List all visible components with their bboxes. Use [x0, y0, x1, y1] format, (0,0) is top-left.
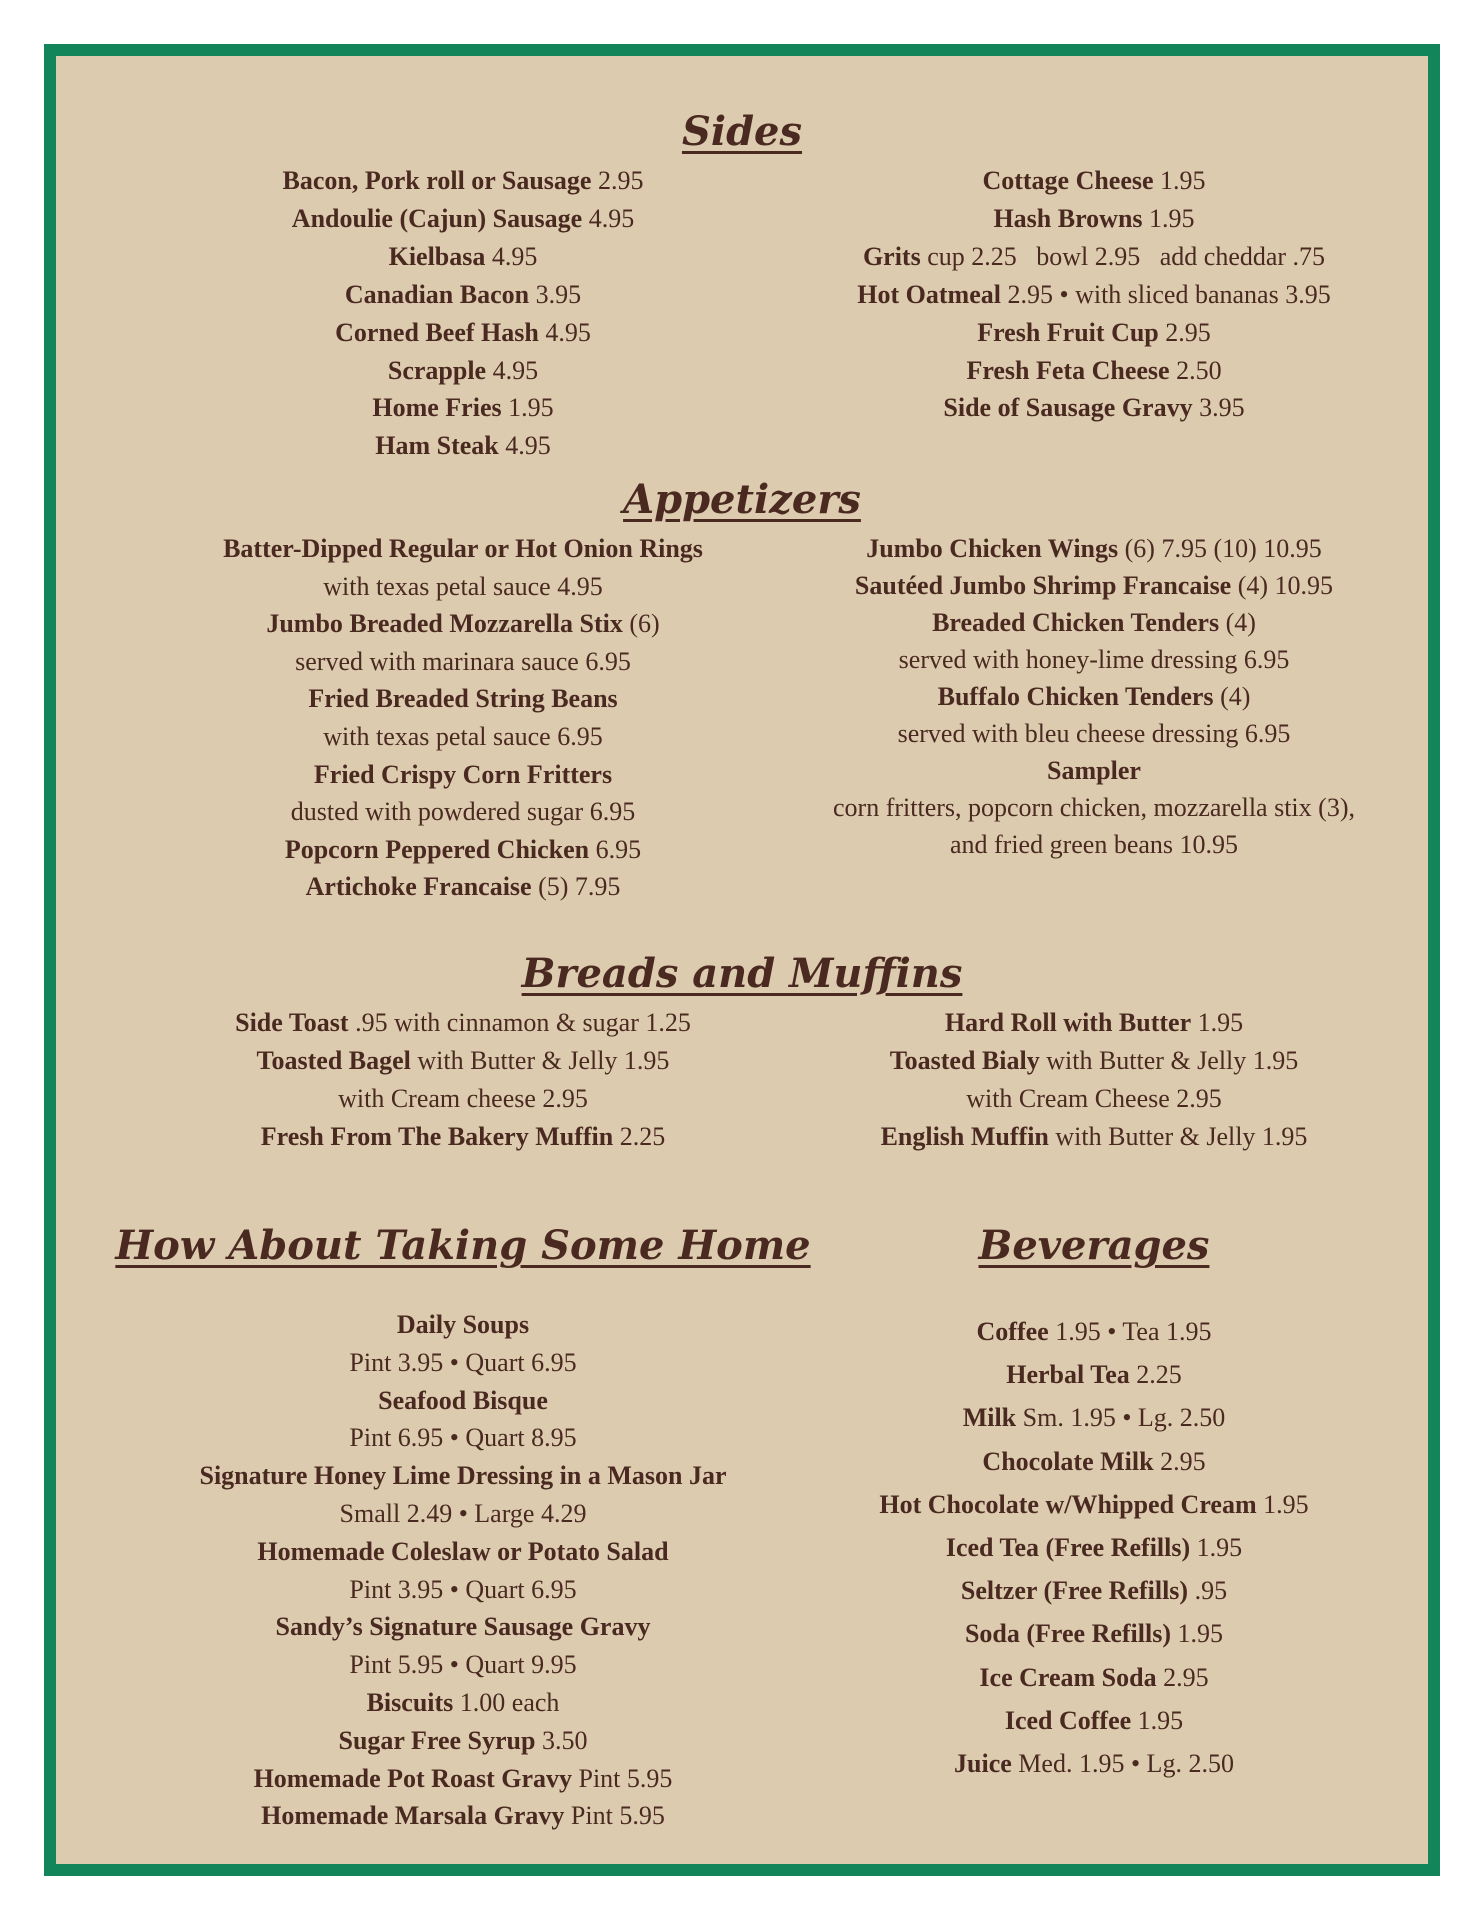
menu-line — [108, 1608, 818, 1646]
item-detail: 4.95 — [492, 355, 539, 385]
item-detail: 1.95 — [1149, 203, 1195, 233]
item-name: Jumbo Breaded Mozzarella Stix — [266, 609, 623, 639]
menu-line — [108, 756, 818, 794]
menu-line — [108, 1722, 818, 1760]
menu-line — [108, 1004, 818, 1042]
item-detail: with texas petal sauce 4.95 — [323, 571, 603, 601]
item-name: Toasted Bialy — [889, 1045, 1040, 1075]
item-detail: served with bleu cheese dressing 6.95 — [897, 719, 1291, 748]
menu-line — [108, 1760, 818, 1798]
item-detail: with Cream Cheese 2.95 — [966, 1083, 1222, 1113]
item-detail: .95 with cinnamon & sugar 1.25 — [355, 1008, 691, 1037]
menu-line — [108, 1533, 818, 1571]
item-name: Corned Beef Hash — [335, 317, 539, 347]
item-detail: served with marinara sauce 6.95 — [295, 646, 631, 676]
item-name: Buffalo Chicken Tenders — [937, 682, 1214, 711]
item-detail: 6.95 — [595, 834, 642, 864]
item-detail: with Butter & Jelly 1.95 — [1046, 1045, 1299, 1075]
item-detail: Sm. 1.95 • Lg. 2.50 — [1022, 1403, 1226, 1433]
item-detail: Pint 5.95 — [570, 1801, 665, 1831]
item-detail: (5) 7.95 — [538, 872, 621, 902]
item-detail: 4.95 — [505, 431, 551, 461]
item-detail: Pint 5.95 • Quart 9.95 — [349, 1650, 577, 1680]
item-name: Popcorn Peppered Chicken — [284, 834, 590, 864]
item-name: Daily Soups — [396, 1310, 530, 1339]
item-detail: 4.95 — [491, 241, 538, 271]
menu-line — [108, 276, 818, 314]
item-detail: (4) — [1225, 608, 1256, 637]
item-detail: 4.95 — [545, 317, 591, 347]
item-detail: (4) 10.95 — [1237, 571, 1334, 600]
item-name: Side of Sausage Gravy — [943, 393, 1193, 423]
menu-line — [108, 352, 818, 390]
item-detail: with Butter & Jelly 1.95 — [1055, 1121, 1308, 1151]
menu-line — [108, 200, 818, 238]
menu-line — [744, 1656, 1444, 1699]
item-name: Fresh From The Bakery Muffin — [260, 1121, 614, 1151]
item-detail: 1.95 — [1137, 1705, 1184, 1735]
menu-line — [744, 789, 1444, 826]
menu-line — [108, 1419, 818, 1457]
item-name: Hash Browns — [993, 203, 1143, 233]
menu-line — [744, 314, 1444, 352]
menu-line — [744, 162, 1444, 200]
menu-line — [108, 238, 818, 276]
item-name: Scrapple — [387, 355, 487, 385]
menu-line — [744, 352, 1444, 390]
item-name: Kielbasa — [388, 241, 486, 271]
item-detail: 2.95 — [1163, 1662, 1209, 1692]
item-name: Home Fries — [372, 393, 502, 423]
item-detail: 1.95 • Tea 1.95 — [1055, 1317, 1212, 1346]
menu-page-frame — [44, 44, 1440, 1876]
menu-line — [108, 1382, 818, 1420]
item-name: Hard Roll with Butter — [944, 1008, 1192, 1037]
item-detail: corn fritters, popcorn chicken, mozzarella stix (3), — [833, 793, 1355, 822]
item-name: Iced Coffee — [1004, 1705, 1132, 1735]
item-detail: 2.95 • with sliced bananas 3.95 — [1007, 279, 1331, 309]
item-name: Coffee — [976, 1317, 1049, 1346]
item-detail: 2.25 — [619, 1121, 666, 1151]
item-name: Hot Oatmeal — [857, 279, 1001, 309]
item-name: Milk — [962, 1403, 1017, 1433]
item-name: Artichoke Francaise — [305, 872, 532, 902]
menu-line — [744, 641, 1444, 678]
item-name: Homemade Pot Roast Gravy — [253, 1763, 572, 1793]
appetizers-heading: Appetizers — [623, 476, 861, 523]
item-name: Ice Cream Soda — [979, 1662, 1157, 1692]
menu-line — [108, 868, 818, 906]
item-name: Chocolate Milk — [982, 1446, 1154, 1476]
item-name: Iced Tea (Free Refills) — [945, 1533, 1191, 1563]
item-detail: (6) 7.95 (10) 10.95 — [1124, 534, 1322, 563]
menu-line — [744, 1353, 1444, 1396]
item-name: Homemade Marsala Gravy — [261, 1801, 565, 1831]
item-detail: 1.95 — [1160, 166, 1206, 195]
sides-right-column — [744, 162, 1444, 427]
menu-line — [108, 1344, 818, 1382]
menu-line — [108, 831, 818, 869]
menu-line — [108, 1797, 818, 1835]
item-detail: Pint 3.95 • Quart 6.95 — [349, 1574, 577, 1604]
item-name: Juice — [954, 1749, 1012, 1779]
item-detail: 1.95 — [508, 393, 554, 423]
item-name: Biscuits — [366, 1687, 454, 1717]
item-name: Cottage Cheese — [982, 166, 1154, 195]
item-name: English Muffin — [880, 1121, 1049, 1151]
menu-line — [744, 826, 1444, 863]
item-name: Fresh Fruit Cup — [977, 317, 1159, 347]
menu-line — [744, 1569, 1444, 1612]
item-name: Hot Chocolate w/Whipped Cream — [879, 1489, 1257, 1519]
menu-line — [108, 793, 818, 831]
item-name: Homemade Coleslaw or Potato Salad — [257, 1536, 669, 1566]
item-detail: 2.95 — [597, 166, 644, 195]
menu-line — [108, 1684, 818, 1722]
item-detail: with Cream cheese 2.95 — [338, 1083, 588, 1113]
menu-line — [744, 1440, 1444, 1483]
item-detail: served with honey-lime dressing 6.95 — [898, 645, 1290, 674]
menu-line — [108, 1571, 818, 1609]
menu-line — [108, 1457, 818, 1495]
menu-line — [108, 1306, 818, 1344]
beverages-column — [744, 1310, 1444, 1785]
menu-line — [108, 389, 818, 427]
menu-line — [744, 1612, 1444, 1655]
item-detail: 3.95 — [535, 279, 582, 309]
appetizers-left-column — [108, 530, 818, 906]
menu-line — [108, 1495, 818, 1533]
menu-line — [744, 200, 1444, 238]
item-name: Breaded Chicken Tenders — [932, 608, 1220, 637]
item-detail: 1.95 — [1263, 1489, 1309, 1519]
menu-line — [744, 1742, 1444, 1785]
menu-line — [744, 238, 1444, 276]
breads-left-column — [108, 1004, 818, 1156]
menu-line — [108, 680, 818, 718]
item-detail: 1.95 — [1197, 1008, 1244, 1037]
item-detail: 3.95 — [1199, 393, 1245, 423]
menu-line — [744, 1118, 1444, 1156]
item-detail: 2.95 — [1160, 1446, 1206, 1476]
item-detail: cup 2.25 bowl 2.95 add cheddar .75 — [927, 241, 1326, 271]
item-detail: 2.50 — [1176, 355, 1222, 385]
item-name: Sugar Free Syrup — [338, 1725, 536, 1755]
item-name: Grits — [862, 241, 921, 271]
takehome-column — [108, 1306, 818, 1835]
menu-line — [108, 643, 818, 681]
item-detail: 1.00 each — [459, 1687, 560, 1717]
menu-line — [744, 567, 1444, 604]
menu-line — [744, 1483, 1444, 1526]
item-detail: 1.95 — [1196, 1533, 1243, 1563]
menu-line — [744, 1004, 1444, 1042]
menu-line — [744, 276, 1444, 314]
menu-line — [108, 568, 818, 606]
item-name: Batter-Dipped Regular or Hot Onion Rings — [223, 534, 703, 563]
appetizers-right-column — [744, 530, 1444, 863]
item-detail: 1.95 — [1177, 1619, 1224, 1649]
item-detail: Pint 5.95 — [578, 1763, 673, 1793]
item-detail: .95 — [1194, 1576, 1228, 1606]
menu-line — [108, 314, 818, 352]
menu-line — [744, 389, 1444, 427]
item-name: Canadian Bacon — [344, 279, 530, 309]
item-name: Seafood Bisque — [378, 1385, 548, 1415]
menu-line — [108, 1042, 818, 1080]
item-detail: Small 2.49 • Large 4.29 — [339, 1498, 587, 1528]
item-name: Sautéed Jumbo Shrimp Francaise — [854, 571, 1232, 600]
beverages-heading: Beverages — [978, 1222, 1210, 1269]
menu-line — [108, 605, 818, 643]
item-name: Fried Crispy Corn Fritters — [313, 759, 613, 789]
menu-line — [744, 1699, 1444, 1742]
item-detail: dusted with powdered sugar 6.95 — [290, 797, 636, 827]
item-name: Sampler — [1047, 756, 1141, 785]
item-name: Ham Steak — [375, 431, 499, 461]
menu-line — [108, 530, 818, 568]
menu-line — [744, 715, 1444, 752]
menu-line — [108, 1118, 818, 1156]
item-detail: 2.25 — [1136, 1360, 1182, 1390]
item-detail: and fried green beans 10.95 — [949, 830, 1239, 859]
menu-line — [744, 1396, 1444, 1439]
sides-left-column — [108, 162, 818, 465]
item-name: Herbal Tea — [1006, 1360, 1130, 1390]
item-name: Andoulie (Cajun) Sausage — [291, 203, 583, 233]
item-detail: 3.50 — [541, 1725, 588, 1755]
breads-right-column — [744, 1004, 1444, 1156]
item-detail: with texas petal sauce 6.95 — [323, 721, 603, 751]
item-name: Toasted Bagel — [256, 1045, 411, 1075]
item-name: Bacon, Pork roll or Sausage — [282, 166, 592, 195]
item-detail: (6) — [629, 609, 660, 639]
menu-line — [744, 1526, 1444, 1569]
menu-line — [744, 678, 1444, 715]
menu-line — [744, 1080, 1444, 1118]
menu-line — [744, 752, 1444, 789]
menu-line — [744, 604, 1444, 641]
menu-line — [108, 1646, 818, 1684]
item-name: Soda (Free Refills) — [964, 1619, 1172, 1649]
menu-line — [744, 1310, 1444, 1353]
menu-line — [108, 1080, 818, 1118]
item-name: Seltzer (Free Refills) — [960, 1576, 1189, 1606]
item-name: Side Toast — [235, 1008, 349, 1037]
menu-line — [108, 718, 818, 756]
item-name: Jumbo Chicken Wings — [866, 534, 1119, 563]
item-detail: Pint 6.95 • Quart 8.95 — [349, 1423, 577, 1453]
menu-line — [108, 162, 818, 200]
menu-line — [744, 1042, 1444, 1080]
menu-line — [744, 530, 1444, 567]
sides-heading: Sides — [681, 108, 803, 155]
item-detail: Med. 1.95 • Lg. 2.50 — [1018, 1749, 1234, 1779]
item-name: Signature Honey Lime Dressing in a Mason Jar — [199, 1461, 727, 1491]
item-detail: 2.95 — [1165, 317, 1211, 347]
takehome-heading: How About Taking Some Home — [115, 1222, 811, 1269]
item-detail: 4.95 — [588, 203, 635, 233]
item-name: Fried Breaded String Beans — [308, 684, 618, 714]
breads-heading: Breads and Muffins — [521, 950, 963, 997]
item-name: Sandy’s Signature Sausage Gravy — [275, 1612, 651, 1642]
item-detail: with Butter & Jelly 1.95 — [417, 1045, 670, 1075]
menu-line — [108, 427, 818, 465]
item-detail: Pint 3.95 • Quart 6.95 — [349, 1347, 577, 1377]
item-name: Fresh Feta Cheese — [966, 355, 1170, 385]
item-detail: (4) — [1220, 682, 1251, 711]
